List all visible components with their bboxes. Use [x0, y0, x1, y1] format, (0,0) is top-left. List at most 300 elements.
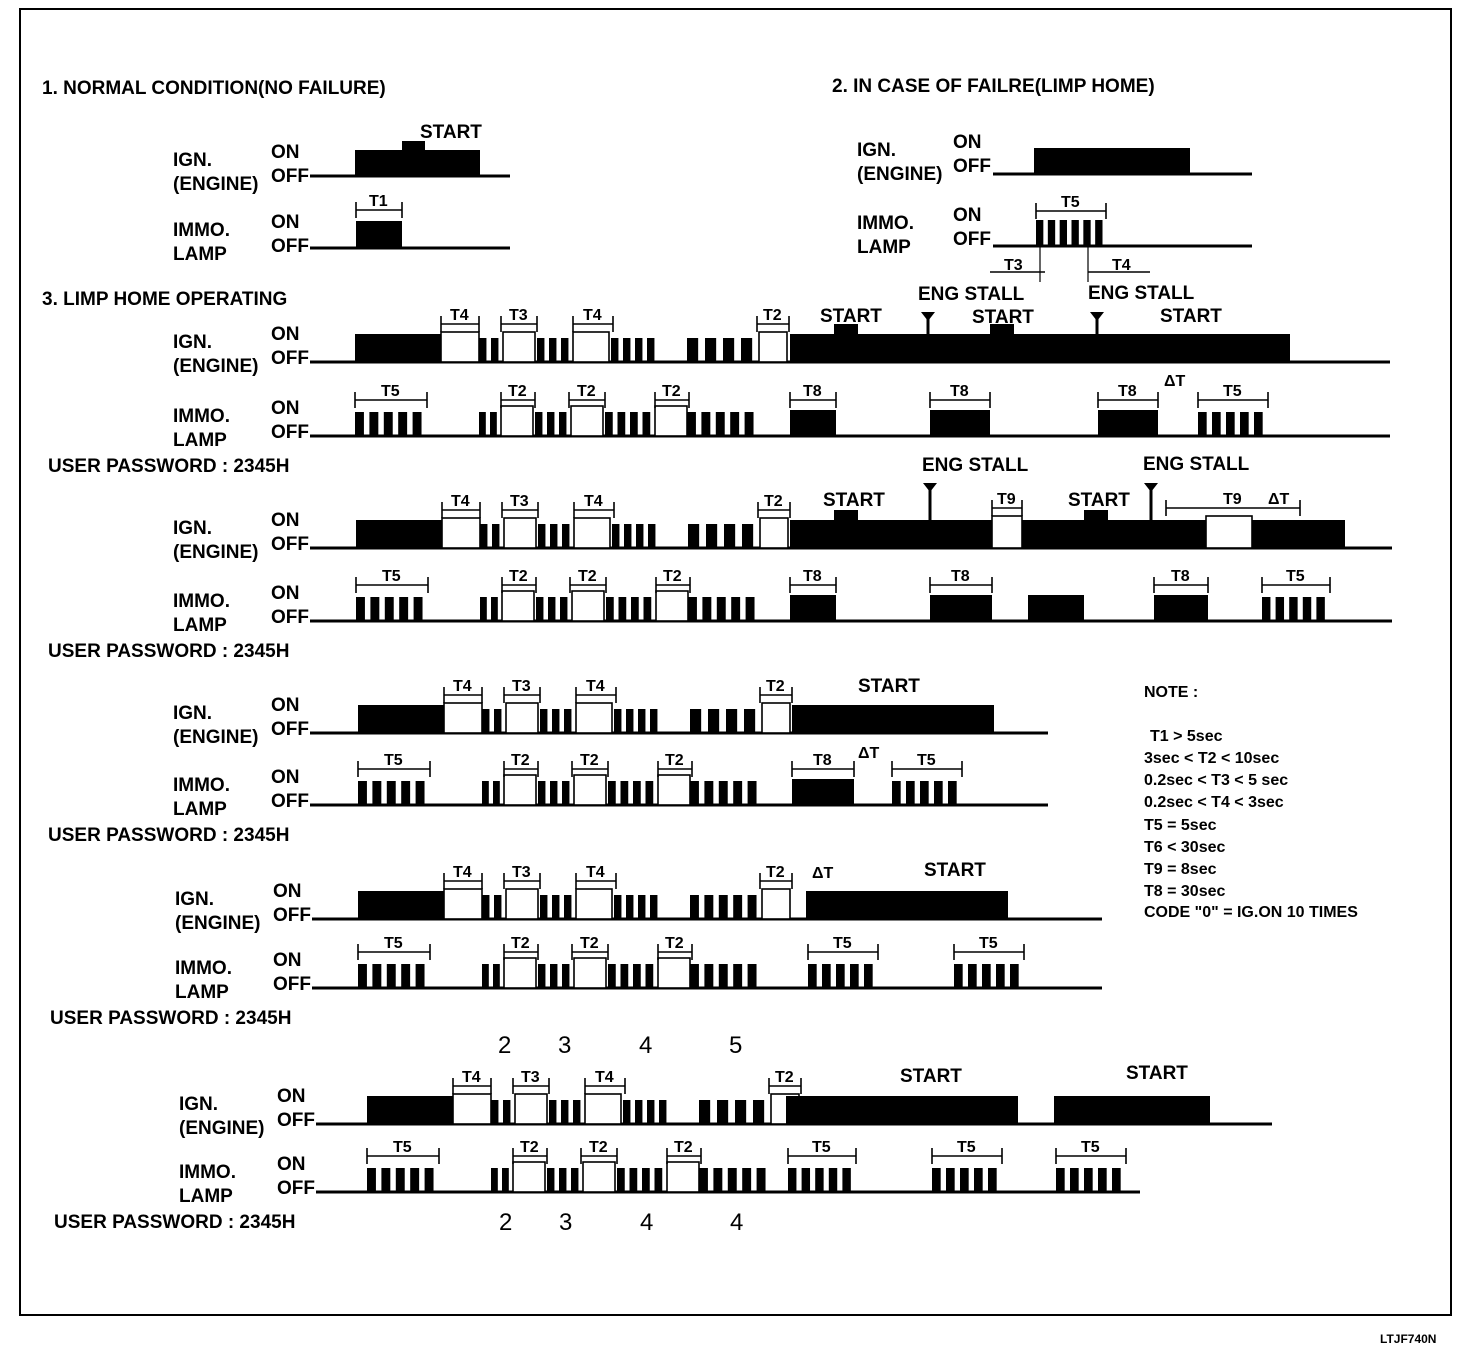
- lamp-blink: [384, 412, 393, 436]
- lamp-blink: [387, 964, 396, 988]
- ign-code-pulse: [626, 895, 633, 919]
- t5-label: T5: [393, 1139, 412, 1156]
- t8-label: T8: [803, 568, 822, 585]
- ign-code-pulse: [623, 1100, 630, 1124]
- lamp-blink: [396, 1168, 405, 1192]
- lamp-blink: [644, 597, 652, 621]
- off-label: OFF: [953, 229, 991, 250]
- lamp-blink: [1240, 412, 1249, 436]
- ign-code-pulse: [626, 709, 633, 733]
- lamp-blink: [1254, 412, 1263, 436]
- ign-on-block: [1054, 1096, 1210, 1124]
- ign-code-pulse: [549, 1100, 556, 1124]
- lamp-blink: [1226, 412, 1235, 436]
- t4-label: T4: [450, 307, 469, 324]
- lamp-blink: [633, 964, 641, 988]
- lamp-blink: [617, 1168, 625, 1192]
- digit-top-2: 3: [558, 1032, 572, 1059]
- lamp-on-block: [356, 221, 402, 248]
- ign-off-t2: [759, 332, 787, 362]
- ign-off-t3: [503, 332, 535, 362]
- t5-label: T5: [979, 935, 998, 952]
- ign-code-pulse: [690, 895, 699, 919]
- lamp-on-t8: [1154, 595, 1208, 621]
- lamp-on-t8: [930, 595, 992, 621]
- t5-label: T5: [1081, 1139, 1100, 1156]
- immo-label: IMMO.: [179, 1162, 236, 1183]
- t2-label: T2: [764, 493, 783, 510]
- section-limp-title: 3. LIMP HOME OPERATING: [42, 289, 288, 310]
- lamp-label: LAMP: [173, 430, 227, 451]
- start-label: START: [420, 122, 482, 143]
- start-pulse: [1084, 510, 1108, 520]
- lamp-blink: [822, 964, 831, 988]
- user-password-label: USER PASSWORD : 2345H: [48, 825, 290, 846]
- t2-label: T2: [520, 1139, 539, 1156]
- t2-label: T2: [580, 935, 599, 952]
- start-label: START: [1160, 306, 1222, 327]
- on-label: ON: [273, 881, 302, 902]
- t2-label: T2: [508, 383, 527, 400]
- ign-label: IGN.: [173, 703, 213, 724]
- t8-label: T8: [950, 383, 969, 400]
- start-label: START: [1126, 1063, 1188, 1084]
- engine-label: (ENGINE): [173, 356, 259, 377]
- lamp-blink: [621, 781, 629, 805]
- ign-code-pulse: [648, 524, 655, 548]
- t4-label: T4: [586, 678, 605, 695]
- t2-label: T2: [763, 307, 782, 324]
- digit-top-4: 5: [729, 1032, 743, 1059]
- ign-code-pulse: [699, 1100, 710, 1124]
- lamp-blink: [416, 964, 425, 988]
- ign-code-pulse: [549, 338, 556, 362]
- lamp-blink: [559, 412, 566, 436]
- start-label: START: [972, 307, 1034, 328]
- lamp-blink: [1262, 597, 1270, 621]
- lamp-blink: [630, 412, 638, 436]
- ign-code-pulse: [726, 709, 737, 733]
- lamp-blink: [416, 781, 425, 805]
- lamp-on-t8: [1098, 410, 1158, 436]
- lamp-label: LAMP: [179, 1186, 233, 1207]
- note-line-6: T6 < 30sec: [1144, 839, 1226, 856]
- ign-on-block: [355, 334, 441, 362]
- lamp-blink: [699, 1168, 708, 1192]
- lamp-blink: [690, 964, 699, 988]
- lamp-blink: [690, 781, 699, 805]
- ign-label: IGN.: [857, 140, 897, 161]
- start-label: START: [823, 490, 885, 511]
- lamp-blink: [387, 781, 396, 805]
- t5-label: T5: [384, 752, 403, 769]
- ign-off-t3: [506, 889, 538, 919]
- delta-t-label: ΔT: [1268, 491, 1290, 508]
- lamp-blink: [1198, 412, 1207, 436]
- t4-label: T4: [1112, 257, 1131, 274]
- lamp-off-t2: [574, 775, 606, 805]
- ign-code-pulse: [623, 338, 630, 362]
- lamp-off-t2: [513, 1162, 545, 1192]
- t5-label: T5: [1286, 568, 1305, 585]
- ign-off-t4: [574, 518, 610, 548]
- lamp-blink: [988, 1168, 997, 1192]
- ign-label: IGN.: [173, 150, 213, 171]
- lamp-blink: [713, 1168, 722, 1192]
- user-password-label: USER PASSWORD : 2345H: [48, 641, 290, 662]
- engine-label: (ENGINE): [857, 164, 943, 185]
- t5-label: T5: [382, 568, 401, 585]
- ign-on-block: [1034, 148, 1190, 174]
- t3-label: T3: [521, 1069, 540, 1086]
- on-label: ON: [953, 205, 982, 226]
- note-line-2: 3sec < T2 < 10sec: [1144, 750, 1280, 767]
- ign-on-block: [355, 150, 480, 176]
- lamp-blink: [960, 1168, 969, 1192]
- ign-off-t2: [762, 889, 790, 919]
- ign-code-pulse: [538, 524, 545, 548]
- ign-off-t4: [444, 703, 482, 733]
- ign-code-pulse: [491, 338, 498, 362]
- lamp-blink: [1098, 1168, 1107, 1192]
- lamp-blink: [920, 781, 929, 805]
- t4-label: T4: [583, 307, 602, 324]
- lamp-blink: [1095, 220, 1102, 246]
- ign-on-block: [792, 705, 994, 733]
- t4-label: T4: [595, 1069, 614, 1086]
- immo-label: IMMO.: [857, 213, 914, 234]
- ign-code-pulse: [550, 524, 557, 548]
- ign-code-pulse: [482, 895, 489, 919]
- lamp-blink: [757, 1168, 766, 1192]
- lamp-blink: [355, 412, 364, 436]
- ign-code-pulse: [614, 709, 621, 733]
- off-label: OFF: [271, 534, 309, 555]
- t1-label: T1: [369, 193, 388, 210]
- lamp-blink: [559, 1168, 566, 1192]
- t5-label: T5: [1061, 194, 1080, 211]
- t5-label: T5: [384, 935, 403, 952]
- off-label: OFF: [271, 719, 309, 740]
- note-line-4: 0.2sec < T4 < 3sec: [1144, 794, 1284, 811]
- ign-code-pulse: [708, 709, 719, 733]
- on-label: ON: [277, 1154, 306, 1175]
- on-label: ON: [271, 142, 300, 163]
- lamp-blink: [571, 1168, 578, 1192]
- ign-on-block: [790, 520, 1345, 548]
- engine-label: (ENGINE): [173, 727, 259, 748]
- t2-label: T2: [509, 568, 528, 585]
- user-password-label: USER PASSWORD : 2345H: [48, 456, 290, 477]
- lamp-blink: [733, 781, 742, 805]
- t2-label: T2: [580, 752, 599, 769]
- ign-code-pulse: [647, 1100, 654, 1124]
- lamp-blink: [621, 964, 629, 988]
- ign-off-t2: [762, 703, 790, 733]
- start-label: START: [858, 676, 920, 697]
- lamp-blink: [479, 412, 486, 436]
- delta-t-label: ΔT: [1164, 373, 1186, 390]
- digit-annotations-top: [498, 1032, 742, 1059]
- lamp-blink: [996, 964, 1005, 988]
- lamp-blink: [745, 412, 754, 436]
- lamp-blink: [401, 781, 410, 805]
- lamp-on-t8: [790, 595, 836, 621]
- lamp-blink: [385, 597, 394, 621]
- ign-label: IGN.: [175, 889, 215, 910]
- on-label: ON: [953, 132, 982, 153]
- figure-id: LTJF740N: [1380, 1332, 1437, 1346]
- lamp-blink: [1056, 1168, 1065, 1192]
- section-failure-title: 2. IN CASE OF FAILRE(LIMP HOME): [832, 76, 1155, 97]
- t9-label: T9: [997, 491, 1016, 508]
- digit-annotations-bottom: [499, 1209, 743, 1236]
- lamp-blink: [717, 597, 726, 621]
- lamp-blink: [728, 1168, 737, 1192]
- lamp-blink: [535, 412, 542, 436]
- lamp-blink: [550, 781, 557, 805]
- lamp-off-t2: [501, 406, 533, 436]
- t2-label: T2: [665, 935, 684, 952]
- lamp-blink: [608, 781, 616, 805]
- t2-label: T2: [578, 568, 597, 585]
- lamp-blink: [490, 412, 497, 436]
- lamp-blink: [748, 781, 757, 805]
- digit-bottom-4: 4: [730, 1209, 744, 1236]
- t2-label: T2: [674, 1139, 693, 1156]
- off-label: OFF: [271, 607, 309, 628]
- lamp-off-t2: [667, 1162, 699, 1192]
- ign-label: IGN.: [173, 518, 213, 539]
- lamp-blink: [1276, 597, 1284, 621]
- t5-label: T5: [957, 1139, 976, 1156]
- ign-code-pulse: [705, 338, 716, 362]
- lamp-blink: [892, 781, 901, 805]
- ign-off-t2: [760, 518, 788, 548]
- ign-on-block: [356, 520, 442, 548]
- lamp-off-t2: [572, 591, 604, 621]
- note-title: NOTE :: [1144, 684, 1199, 701]
- t2-label: T2: [663, 568, 682, 585]
- lamp-blink: [399, 597, 408, 621]
- lamp-blink: [906, 781, 915, 805]
- lamp-blink: [548, 597, 555, 621]
- ign-code-pulse: [540, 895, 547, 919]
- ign-code-pulse: [564, 709, 571, 733]
- lamp-blink: [704, 781, 713, 805]
- lamp-off-t2: [571, 406, 603, 436]
- t4-label: T4: [453, 678, 472, 695]
- lamp-label: LAMP: [175, 982, 229, 1003]
- ign-off-t3: [515, 1094, 547, 1124]
- user-password-label: USER PASSWORD : 2345H: [50, 1008, 292, 1029]
- lamp-blink: [1010, 964, 1019, 988]
- lamp-blink: [934, 781, 943, 805]
- ign-code-pulse: [719, 895, 728, 919]
- t3-label: T3: [512, 864, 531, 881]
- lamp-blink: [954, 964, 963, 988]
- lamp-blink: [701, 412, 710, 436]
- lamp-blink: [982, 964, 991, 988]
- lamp-blink: [719, 964, 728, 988]
- lamp-blink: [1060, 220, 1067, 246]
- t5-label: T5: [381, 383, 400, 400]
- start-label: START: [900, 1066, 962, 1087]
- lamp-blink: [746, 597, 755, 621]
- lamp-blink: [367, 1168, 376, 1192]
- ign-on-block: [358, 705, 444, 733]
- delta-t-label: ΔT: [858, 745, 880, 762]
- off-label: OFF: [277, 1178, 315, 1199]
- lamp-blink: [688, 597, 697, 621]
- lamp-blink: [655, 1168, 663, 1192]
- on-label: ON: [271, 767, 300, 788]
- ign-code-pulse: [614, 895, 621, 919]
- ign-code-pulse: [573, 1100, 580, 1124]
- off-label: OFF: [271, 348, 309, 369]
- note-line-3: 0.2sec < T3 < 5 sec: [1144, 772, 1289, 789]
- lamp-blink: [646, 781, 654, 805]
- ign-code-pulse: [482, 709, 489, 733]
- lamp-blink: [968, 964, 977, 988]
- lamp-blink: [425, 1168, 434, 1192]
- ign-code-pulse: [635, 338, 642, 362]
- ign-code-pulse: [647, 338, 654, 362]
- ign-code-pulse: [687, 338, 698, 362]
- lamp-blink: [538, 964, 545, 988]
- lamp-blink: [1072, 220, 1079, 246]
- on-label: ON: [271, 324, 300, 345]
- ign-code-pulse: [744, 709, 755, 733]
- lamp-blink: [948, 781, 957, 805]
- lamp-blink: [815, 1168, 823, 1192]
- eng-stall-label: ENG STALL: [1143, 454, 1250, 475]
- ign-on-block: [358, 891, 444, 919]
- off-label: OFF: [277, 1110, 315, 1131]
- t8-label: T8: [803, 383, 822, 400]
- section-normal-title: 1. NORMAL CONDITION(NO FAILURE): [42, 78, 386, 99]
- lamp-blink: [1212, 412, 1221, 436]
- eng-stall-label: ENG STALL: [918, 284, 1025, 305]
- note-line-7: T9 = 8sec: [1144, 861, 1217, 878]
- lamp-blink: [643, 412, 651, 436]
- ign-code-pulse: [480, 524, 487, 548]
- lamp-blink: [493, 781, 500, 805]
- ign-code-pulse: [552, 709, 559, 733]
- ign-code-pulse: [717, 1100, 728, 1124]
- ign-code-pulse: [723, 338, 734, 362]
- t5-label: T5: [1223, 383, 1242, 400]
- digit-top-3: 4: [639, 1032, 653, 1059]
- ign-code-pulse: [479, 338, 486, 362]
- t4-label: T4: [453, 864, 472, 881]
- lamp-blink: [372, 964, 381, 988]
- lamp-blink: [704, 964, 713, 988]
- lamp-blink: [842, 1168, 850, 1192]
- lamp-blink: [1070, 1168, 1079, 1192]
- lamp-blink: [356, 597, 365, 621]
- user-password-label: USER PASSWORD : 2345H: [54, 1212, 296, 1233]
- lamp-blink: [493, 964, 500, 988]
- t2-label: T2: [589, 1139, 608, 1156]
- lamp-blink: [836, 964, 845, 988]
- lamp-blink: [788, 1168, 796, 1192]
- ign-off-t9: [992, 516, 1022, 548]
- ign-code-pulse: [650, 709, 657, 733]
- lamp-blink: [1112, 1168, 1121, 1192]
- ign-code-pulse: [561, 338, 568, 362]
- engine-label: (ENGINE): [173, 542, 259, 563]
- lamp-blink: [731, 597, 740, 621]
- lamp-blink: [372, 781, 381, 805]
- lamp-blink: [1084, 1168, 1093, 1192]
- off-label: OFF: [271, 236, 309, 257]
- eng-stall-label: ENG STALL: [922, 455, 1029, 476]
- t4-label: T4: [462, 1069, 481, 1086]
- lamp-blink: [702, 597, 711, 621]
- t4-label: T4: [586, 864, 605, 881]
- lamp-blink: [730, 412, 739, 436]
- t3-label: T3: [1004, 257, 1023, 274]
- ign-code-pulse: [650, 895, 657, 919]
- on-label: ON: [277, 1086, 306, 1107]
- t2-label: T2: [511, 752, 530, 769]
- lamp-blink: [1083, 220, 1090, 246]
- lamp-blink: [618, 412, 626, 436]
- lamp-blink: [536, 597, 543, 621]
- ign-code-pulse: [561, 1100, 568, 1124]
- ign-on-block: [806, 891, 1008, 919]
- digit-bottom-3: 4: [640, 1209, 654, 1236]
- immo-label: IMMO.: [173, 220, 230, 241]
- lamp-blink: [562, 964, 569, 988]
- lamp-label: LAMP: [173, 799, 227, 820]
- lamp-blink: [1303, 597, 1311, 621]
- ign-code-pulse: [635, 1100, 642, 1124]
- t2-label: T2: [766, 678, 785, 695]
- ign-on-block: [367, 1096, 453, 1124]
- on-label: ON: [271, 510, 300, 531]
- lamp-blink: [829, 1168, 837, 1192]
- ign-off-t4: [576, 889, 612, 919]
- t3-label: T3: [510, 493, 529, 510]
- ign-code-pulse: [492, 524, 499, 548]
- off-label: OFF: [271, 422, 309, 443]
- lamp-blink: [633, 781, 641, 805]
- t2-label: T2: [766, 864, 785, 881]
- t2-label: T2: [662, 383, 681, 400]
- on-label: ON: [271, 583, 300, 604]
- lamp-blink: [560, 597, 567, 621]
- engine-label: (ENGINE): [173, 174, 259, 195]
- ign-off-t4: [444, 889, 482, 919]
- ign-off-t4: [576, 703, 612, 733]
- ign-code-pulse: [562, 524, 569, 548]
- digit-bottom-2: 3: [559, 1209, 573, 1236]
- immo-label: IMMO.: [175, 958, 232, 979]
- lamp-on-t8: [930, 410, 990, 436]
- ign-code-pulse: [706, 524, 717, 548]
- ign-code-pulse: [612, 524, 619, 548]
- immo-label: IMMO.: [173, 591, 230, 612]
- ign-code-pulse: [636, 524, 643, 548]
- ign-code-pulse: [741, 338, 752, 362]
- lamp-blink: [946, 1168, 955, 1192]
- ign-code-pulse: [537, 338, 544, 362]
- t5-label: T5: [812, 1139, 831, 1156]
- lamp-blink: [733, 964, 742, 988]
- off-label: OFF: [953, 156, 991, 177]
